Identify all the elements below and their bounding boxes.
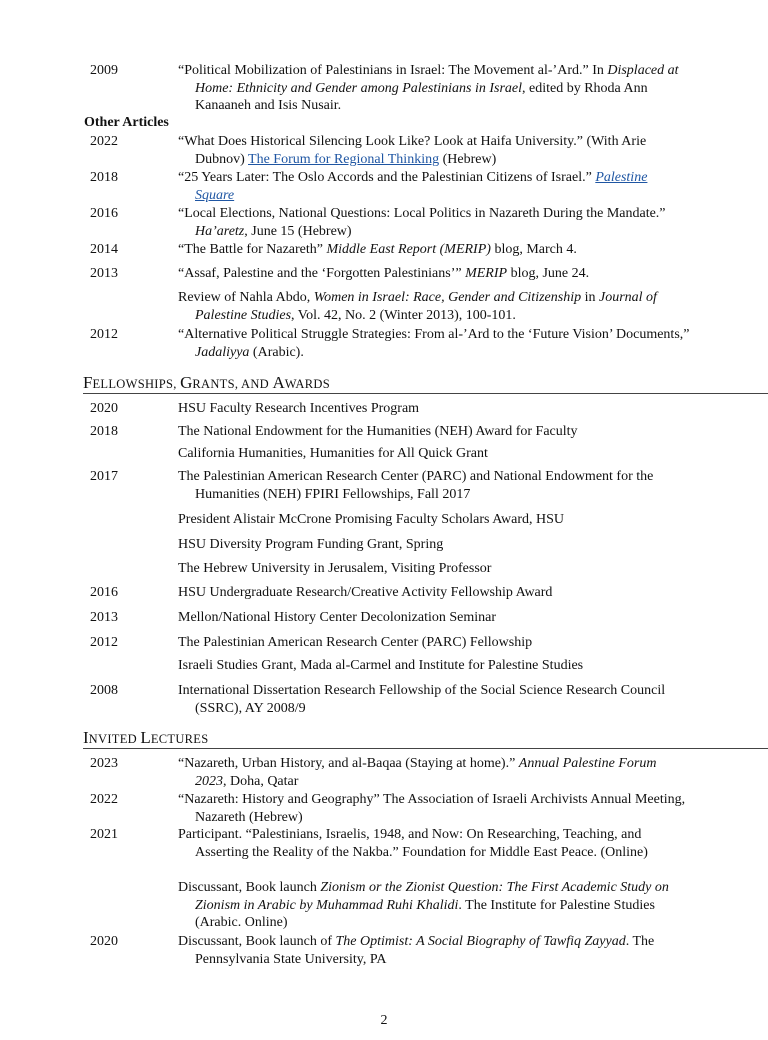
entry-year: 2013 (90, 266, 118, 281)
article-entry (90, 205, 690, 240)
entry-year: 2022 (90, 792, 118, 807)
award-entry (90, 536, 690, 554)
heading-part: I (83, 728, 89, 747)
entry-year: 2021 (90, 827, 118, 842)
entry-text: Participant. “Palestinians, Israelis, 1948, and Now: On Researching, Teaching, and Asserting the Reality of the Nakba.” Foundation for Middle East Peace. (Online) (178, 827, 648, 860)
entry-text-part: Review of Nahla Abdo, (178, 290, 314, 305)
article-entry (90, 241, 690, 259)
publication-entry (90, 62, 690, 115)
entry-text: The National Endowment for the Humanities (NEH) Award for Faculty (178, 424, 578, 439)
entry-text-part: in (581, 290, 599, 305)
award-entry (90, 682, 690, 717)
award-entry (90, 657, 690, 675)
entry-text: California Humanities, Humanities for All Quick Grant (178, 446, 488, 461)
section-heading-invited-lectures (83, 729, 768, 749)
award-entry (90, 609, 690, 627)
article-entry (90, 169, 690, 204)
entry-text (178, 205, 690, 240)
heading-part: A (272, 373, 285, 392)
entry-year: 2017 (90, 469, 118, 484)
publication-name: Jadaliyya (195, 344, 250, 360)
entry-text-part: Discussant, Book launch (178, 880, 321, 895)
book-title: Displaced at Home: Ethnicity and Gender among Palestinians in Israel (195, 63, 679, 96)
entry-text-part: “Political Mobilization of Palestinians in Israel: The Movement al-’Ard.” In (178, 63, 608, 78)
section-heading-fellowships (83, 374, 768, 394)
entry-text-part: , Doha, Qatar (223, 773, 299, 789)
entry-text (178, 62, 690, 115)
entry-year: 2016 (90, 585, 118, 600)
entry-text-part: (Hebrew) (439, 151, 497, 167)
entry-year: 2018 (90, 170, 118, 185)
entry-text-part: “Assaf, Palestine and the ‘Forgotten Palestinians’” (178, 266, 466, 281)
journal-name: Journal of Palestine Studies (195, 290, 657, 323)
award-entry (90, 400, 690, 418)
award-entry (90, 468, 690, 503)
entry-text-part: blog, June 24. (507, 266, 590, 281)
award-entry (90, 445, 690, 463)
entry-year: 2008 (90, 683, 118, 698)
entry-text: The Palestinian American Research Center (PARC) and National Endowment for the Humanities (NEH) FPIRI Fellowships, Fall 2017 (178, 469, 654, 502)
entry-text: “Nazareth: History and Geography” The Association of Israeli Archivists Annual Meeting, Nazareth (Hebrew) (178, 792, 686, 825)
publication-name: MERIP (465, 266, 508, 281)
entry-text-part: (Arabic). (249, 344, 304, 360)
entry-text-part: “What Does Historical Silencing Look Like? Look at Haifa University.” (With Arie Dubnov) (178, 134, 647, 167)
heading-part: NVITED (88, 732, 141, 746)
entry-text (178, 241, 690, 259)
entry-text: HSU Undergraduate Research/Creative Activity Fellowship Award (178, 585, 553, 600)
entry-text-part: “The Battle for Nazareth” (178, 242, 327, 257)
entry-text (178, 169, 690, 204)
entry-text (178, 933, 690, 968)
book-title: Zionism or the Zionist Question: The First Academic Study on Zionism in Arabic by Muhammad Ruhi Khalidi (195, 880, 669, 913)
entry-text: International Dissertation Research Fellowship of the Social Science Research Council (SSRC), AY 2008/9 (178, 683, 666, 716)
publication-name: Ha’aretz (195, 223, 245, 239)
award-entry (90, 423, 690, 441)
entry-text: Israeli Studies Grant, Mada al-Carmel and Institute for Palestine Studies (178, 658, 584, 673)
entry-text-part: “Alternative Political Struggle Strategies: From al-’Ard to the ‘Future Vision’ Documents,” (178, 327, 690, 342)
lecture-entry (90, 755, 690, 790)
heading-part: RANTS, AND (192, 377, 273, 391)
entry-text: HSU Diversity Program Funding Grant, Spring (178, 537, 444, 552)
entry-text (178, 265, 690, 283)
entry-text (178, 133, 690, 168)
entry-text: The Hebrew University in Jerusalem, Visiting Professor (178, 561, 492, 576)
article-entry (90, 133, 690, 168)
event-name: Annual Palestine Forum 2023 (195, 756, 657, 789)
entry-text: President Alistair McCrone Promising Faculty Scholars Award, HSU (178, 512, 565, 527)
entry-text-part: , June 15 (Hebrew) (244, 223, 352, 239)
entry-text-part: Discussant, Book launch of (178, 934, 336, 949)
entry-year: 2023 (90, 756, 118, 771)
entry-text: The Palestinian American Research Center (PARC) Fellowship (178, 635, 533, 650)
entry-text: Mellon/National History Center Decolonization Seminar (178, 610, 497, 625)
other-articles-heading: Other Articles (84, 115, 169, 130)
entry-text-part: “25 Years Later: The Oslo Accords and the Palestinian Citizens of Israel.” (178, 170, 596, 185)
lecture-entry (90, 879, 690, 932)
entry-year: 2012 (90, 635, 118, 650)
award-entry (90, 560, 690, 578)
entry-year: 2012 (90, 327, 118, 342)
page-number: 2 (380, 1013, 388, 1028)
entry-year: 2014 (90, 242, 118, 257)
book-title: Women in Israel: Race, Gender and Citizenship (313, 290, 582, 305)
entry-text (178, 755, 690, 790)
heading-part: L (140, 728, 151, 747)
entry-year: 2020 (90, 401, 118, 416)
entry-text (178, 879, 690, 932)
palestine-square-link[interactable]: Palestine Square (195, 170, 648, 203)
entry-text (178, 326, 690, 361)
lecture-entry (90, 826, 690, 861)
lecture-entry (90, 791, 690, 826)
award-entry (90, 584, 690, 602)
award-entry (90, 634, 690, 652)
heading-part: F (83, 373, 93, 392)
article-entry (90, 265, 690, 283)
entry-year: 2018 (90, 424, 118, 439)
heading-part: ELLOWSHIPS, (92, 377, 181, 391)
entry-text-part: , edited by Rhoda Ann Kanaaneh and Isis Nusair. (195, 80, 648, 113)
entry-text-part: . The Institute for Palestine Studies (Arabic. Online) (195, 897, 655, 930)
entry-year: 2016 (90, 206, 118, 221)
heading-part: G (180, 373, 193, 392)
entry-text: HSU Faculty Research Incentives Program (178, 401, 420, 416)
entry-text-part: “Local Elections, National Questions: Local Politics in Nazareth During the Mandate.” (178, 206, 666, 221)
award-entry (90, 511, 690, 529)
entry-year: 2009 (90, 63, 118, 78)
entry-text-part: “Nazareth, Urban History, and al-Baqaa (Staying at home).” (178, 756, 519, 771)
entry-text (178, 289, 690, 324)
forum-link[interactable]: The Forum for Regional Thinking (248, 151, 440, 167)
entry-year: 2013 (90, 610, 118, 625)
lecture-entry (90, 933, 690, 968)
article-entry (90, 326, 690, 361)
publication-name: Middle East Report (MERIP) (326, 242, 491, 257)
heading-part: WARDS (284, 377, 330, 391)
book-title: The Optimist: A Social Biography of Tawfiq Zayyad (335, 934, 626, 949)
article-entry (90, 289, 690, 324)
entry-year: 2020 (90, 934, 118, 949)
entry-text-part: . The Pennsylvania State University, PA (195, 934, 655, 967)
entry-text-part: blog, March 4. (490, 242, 577, 257)
heading-part: ECTURES (150, 732, 209, 746)
entry-text-part: , Vol. 42, No. 2 (Winter 2013), 100-101. (291, 307, 516, 323)
entry-year: 2022 (90, 134, 118, 149)
